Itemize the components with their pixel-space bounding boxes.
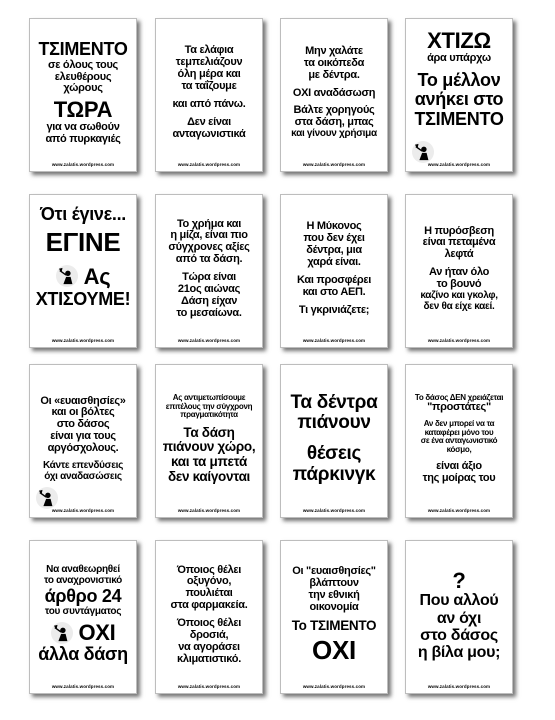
poster-line: του συντάγματος [44,605,122,617]
poster-line: οξυγόνο, [186,575,232,588]
poster-6 [155,194,263,348]
poster-line: σε ένα ανταγωνιστικό [420,436,498,446]
poster-line: με δέντρα. [308,68,360,81]
poster-line: Κάντε επενδύσεις [42,459,124,471]
poster-line: χαρά είναι. [307,256,361,269]
poster-line: δροσιά, [189,628,229,641]
poster-line: Δάση είχαν [180,294,238,307]
poster-line: τα οικόπεδα [303,56,365,69]
poster-line: ελευθέρους [54,70,112,83]
poster-2 [155,18,263,172]
poster-line: στο δάσος [420,626,498,644]
poster-url: www.zalatis.wordpress.com [177,162,241,167]
poster-line: ΧΤΙΖΩ [427,28,491,53]
poster-line: ΟΧΙ [312,635,356,665]
poster-url: www.zalatis.wordpress.com [302,162,366,167]
poster-line: στο δάσος [56,418,110,431]
poster-5 [29,194,137,348]
poster-line: σε όλους τους [48,58,118,71]
poster-3 [280,18,388,172]
poster-url: www.zalatis.wordpress.com [302,338,366,343]
poster-url: www.zalatis.wordpress.com [302,684,366,689]
poster-line: και οι βόλτες [51,406,115,419]
poster-line: και γίνουν χρήσιμα [291,128,377,140]
poster-line: ΤΣΙΜΕΝΤΟ [38,39,128,60]
poster-line: το αναχρονιστικό [44,575,122,587]
builder-logo-icon [51,622,73,644]
poster-line: Ότι έγινε... [40,204,126,224]
poster-line: ΧΤΙΣΟΥΜΕ! [35,289,131,310]
poster-line: κόσμο, [446,445,472,454]
poster-7 [280,194,388,348]
poster-line: ΟΧΙ [78,620,116,646]
poster-line: αν όχι [436,609,482,627]
poster-url: www.zalatis.wordpress.com [51,508,115,513]
poster-8 [405,194,513,348]
poster-line: την εθνική [308,588,360,601]
poster-line: Το μέλλον [417,69,501,90]
poster-line: ανταγωνιστικά [172,127,246,140]
poster-line: καζίνο και γκολφ, [420,289,498,301]
poster-line: για να σωθούν [46,121,120,134]
poster-line: Και προσφέρει [296,273,372,286]
poster-line: Όποιος θέλει [176,617,242,629]
poster-line: είναι για τους [50,430,116,443]
poster-line: Το χρήμα και [176,217,242,230]
poster-line: Οι «ευαισθησίες» [40,394,126,407]
poster-line: Οι "ευαισθησίες" [292,564,376,577]
poster-11 [280,364,388,518]
poster-12 [405,364,513,518]
poster-line: είναι άξιο [436,459,482,472]
poster-line: Το δάσος ΔΕΝ χρειάζεται [414,392,504,402]
poster-1 [29,18,137,172]
poster-line: Τα δάση [183,424,235,440]
poster-line: Ας αντιμετωπίσουμε [172,392,246,402]
poster-line: άρα υπάρχω [427,51,491,64]
poster-line: η βίλα μου; [417,644,501,662]
poster-line: ? [452,567,466,593]
poster-line: το μεσαίωνα. [176,306,242,319]
poster-line: 21ος αιώνας [177,282,241,295]
poster-line: ανήκει στο [414,89,504,110]
poster-url: www.zalatis.wordpress.com [177,508,241,513]
poster-url: www.zalatis.wordpress.com [427,338,491,343]
poster-line: Δεν είναι [187,115,231,128]
poster-line: καταφέρει μόνο του [424,427,494,437]
poster-line: στα δάση, μπας [294,116,374,129]
poster-13 [29,540,137,694]
builder-logo-icon [56,265,78,287]
poster-line: όχι αναδασώσεις [44,470,122,482]
poster-line: Βάλτε χορηγούς [293,104,375,117]
poster-line: ΤΣΙΜΕΝΤΟ [414,108,504,129]
poster-line: Αν ήταν όλο [428,266,490,279]
poster-line: ΟΧΙ αναδάσωση [292,86,376,99]
poster-line: τεμπελιάζουν [175,56,243,69]
poster-line: από τα δάση. [175,253,243,266]
poster-url: www.zalatis.wordpress.com [427,508,491,513]
poster-line: πιάνουν [297,412,371,434]
poster-line: Αν δεν μπορεί να τα [423,419,495,429]
poster-line: Που αλλού [419,592,499,610]
poster-line: να αγοράσει [178,640,240,653]
poster-line: και τα μπετά [171,453,247,469]
poster-line: Η πυρόσβεση [424,224,494,237]
poster-line: επιτέλους την σύγχρονη [165,401,253,411]
poster-url: www.zalatis.wordpress.com [427,684,491,689]
poster-line: το βουνό [436,278,482,291]
poster-line: λεφτά [444,248,474,261]
poster-line: Να αναθεωρηθεί [46,564,120,576]
poster-15 [280,540,388,694]
poster-line: θέσεις [306,443,362,464]
poster-url: www.zalatis.wordpress.com [177,684,241,689]
poster-line: τα ταΐζουμε [181,80,237,93]
poster-line: πάρκινγκ [292,463,376,485]
poster-line: κλιματιστικό. [177,652,241,665]
poster-line: δέντρα, μια [306,244,362,257]
poster-14 [155,540,263,694]
poster-line: όλη μέρα και [177,68,241,81]
poster-9 [29,364,137,518]
poster-line: σύγχρονες αξίες [168,241,250,254]
builder-logo-icon [412,141,434,163]
poster-line: ΕΓΙΝΕ [45,227,121,258]
poster-line: η μίζα, είναι πιο [170,229,248,242]
poster-line: Η Μύκονος [306,220,362,233]
poster-line: χώρους [63,82,103,95]
poster-line: οικονομία [309,600,359,613]
poster-url: www.zalatis.wordpress.com [51,338,115,343]
poster-line: ΤΩΡΑ [53,97,113,123]
poster-line: "προστάτες" [427,401,491,414]
poster-line: άλλα δάση [38,644,128,665]
poster-line: βλάπτουν [309,576,359,589]
poster-line: δεν καίγονται [167,468,251,484]
poster-line: άρθρο 24 [44,586,122,607]
poster-4 [405,18,513,172]
poster-line: Το ΤΣΙΜΕΝΤΟ [291,618,377,634]
poster-url: www.zalatis.wordpress.com [51,162,115,167]
poster-line: Μην χαλάτε [305,44,363,57]
poster-line: είναι πεταμένα [422,236,496,249]
poster-line: πιάνουν χώρο, [162,439,256,455]
poster-url: www.zalatis.wordpress.com [302,508,366,513]
poster-line: Τώρα είναι [182,271,236,283]
poster-line: πουλιέται [185,587,233,600]
poster-line: Όποιος θέλει [176,563,242,576]
poster-line: από πυρκαγιές [45,132,121,145]
poster-line: δεν θα είχε καεί. [423,300,495,312]
poster-url: www.zalatis.wordpress.com [427,162,491,167]
poster-line: αργόσχολους. [47,442,119,455]
poster-line: Τι γκρινιάζετε; [298,303,370,316]
poster-line: και στο ΑΕΠ. [302,285,366,298]
poster-line: Ας [83,263,111,289]
poster-line: Τα ελάφια [184,44,234,57]
poster-16 [405,540,513,694]
builder-logo-icon [36,487,58,509]
poster-line: της μοίρας του [422,471,496,484]
poster-line: στα φαρμακεία. [170,599,248,612]
poster-line: και από πάνω. [172,97,246,110]
poster-url: www.zalatis.wordpress.com [177,338,241,343]
poster-url: www.zalatis.wordpress.com [51,684,115,689]
poster-line: πραγματικότητα [180,410,238,420]
poster-10 [155,364,263,518]
poster-line: που δεν έχει [303,232,365,245]
poster-line: Τα δέντρα [290,391,378,413]
